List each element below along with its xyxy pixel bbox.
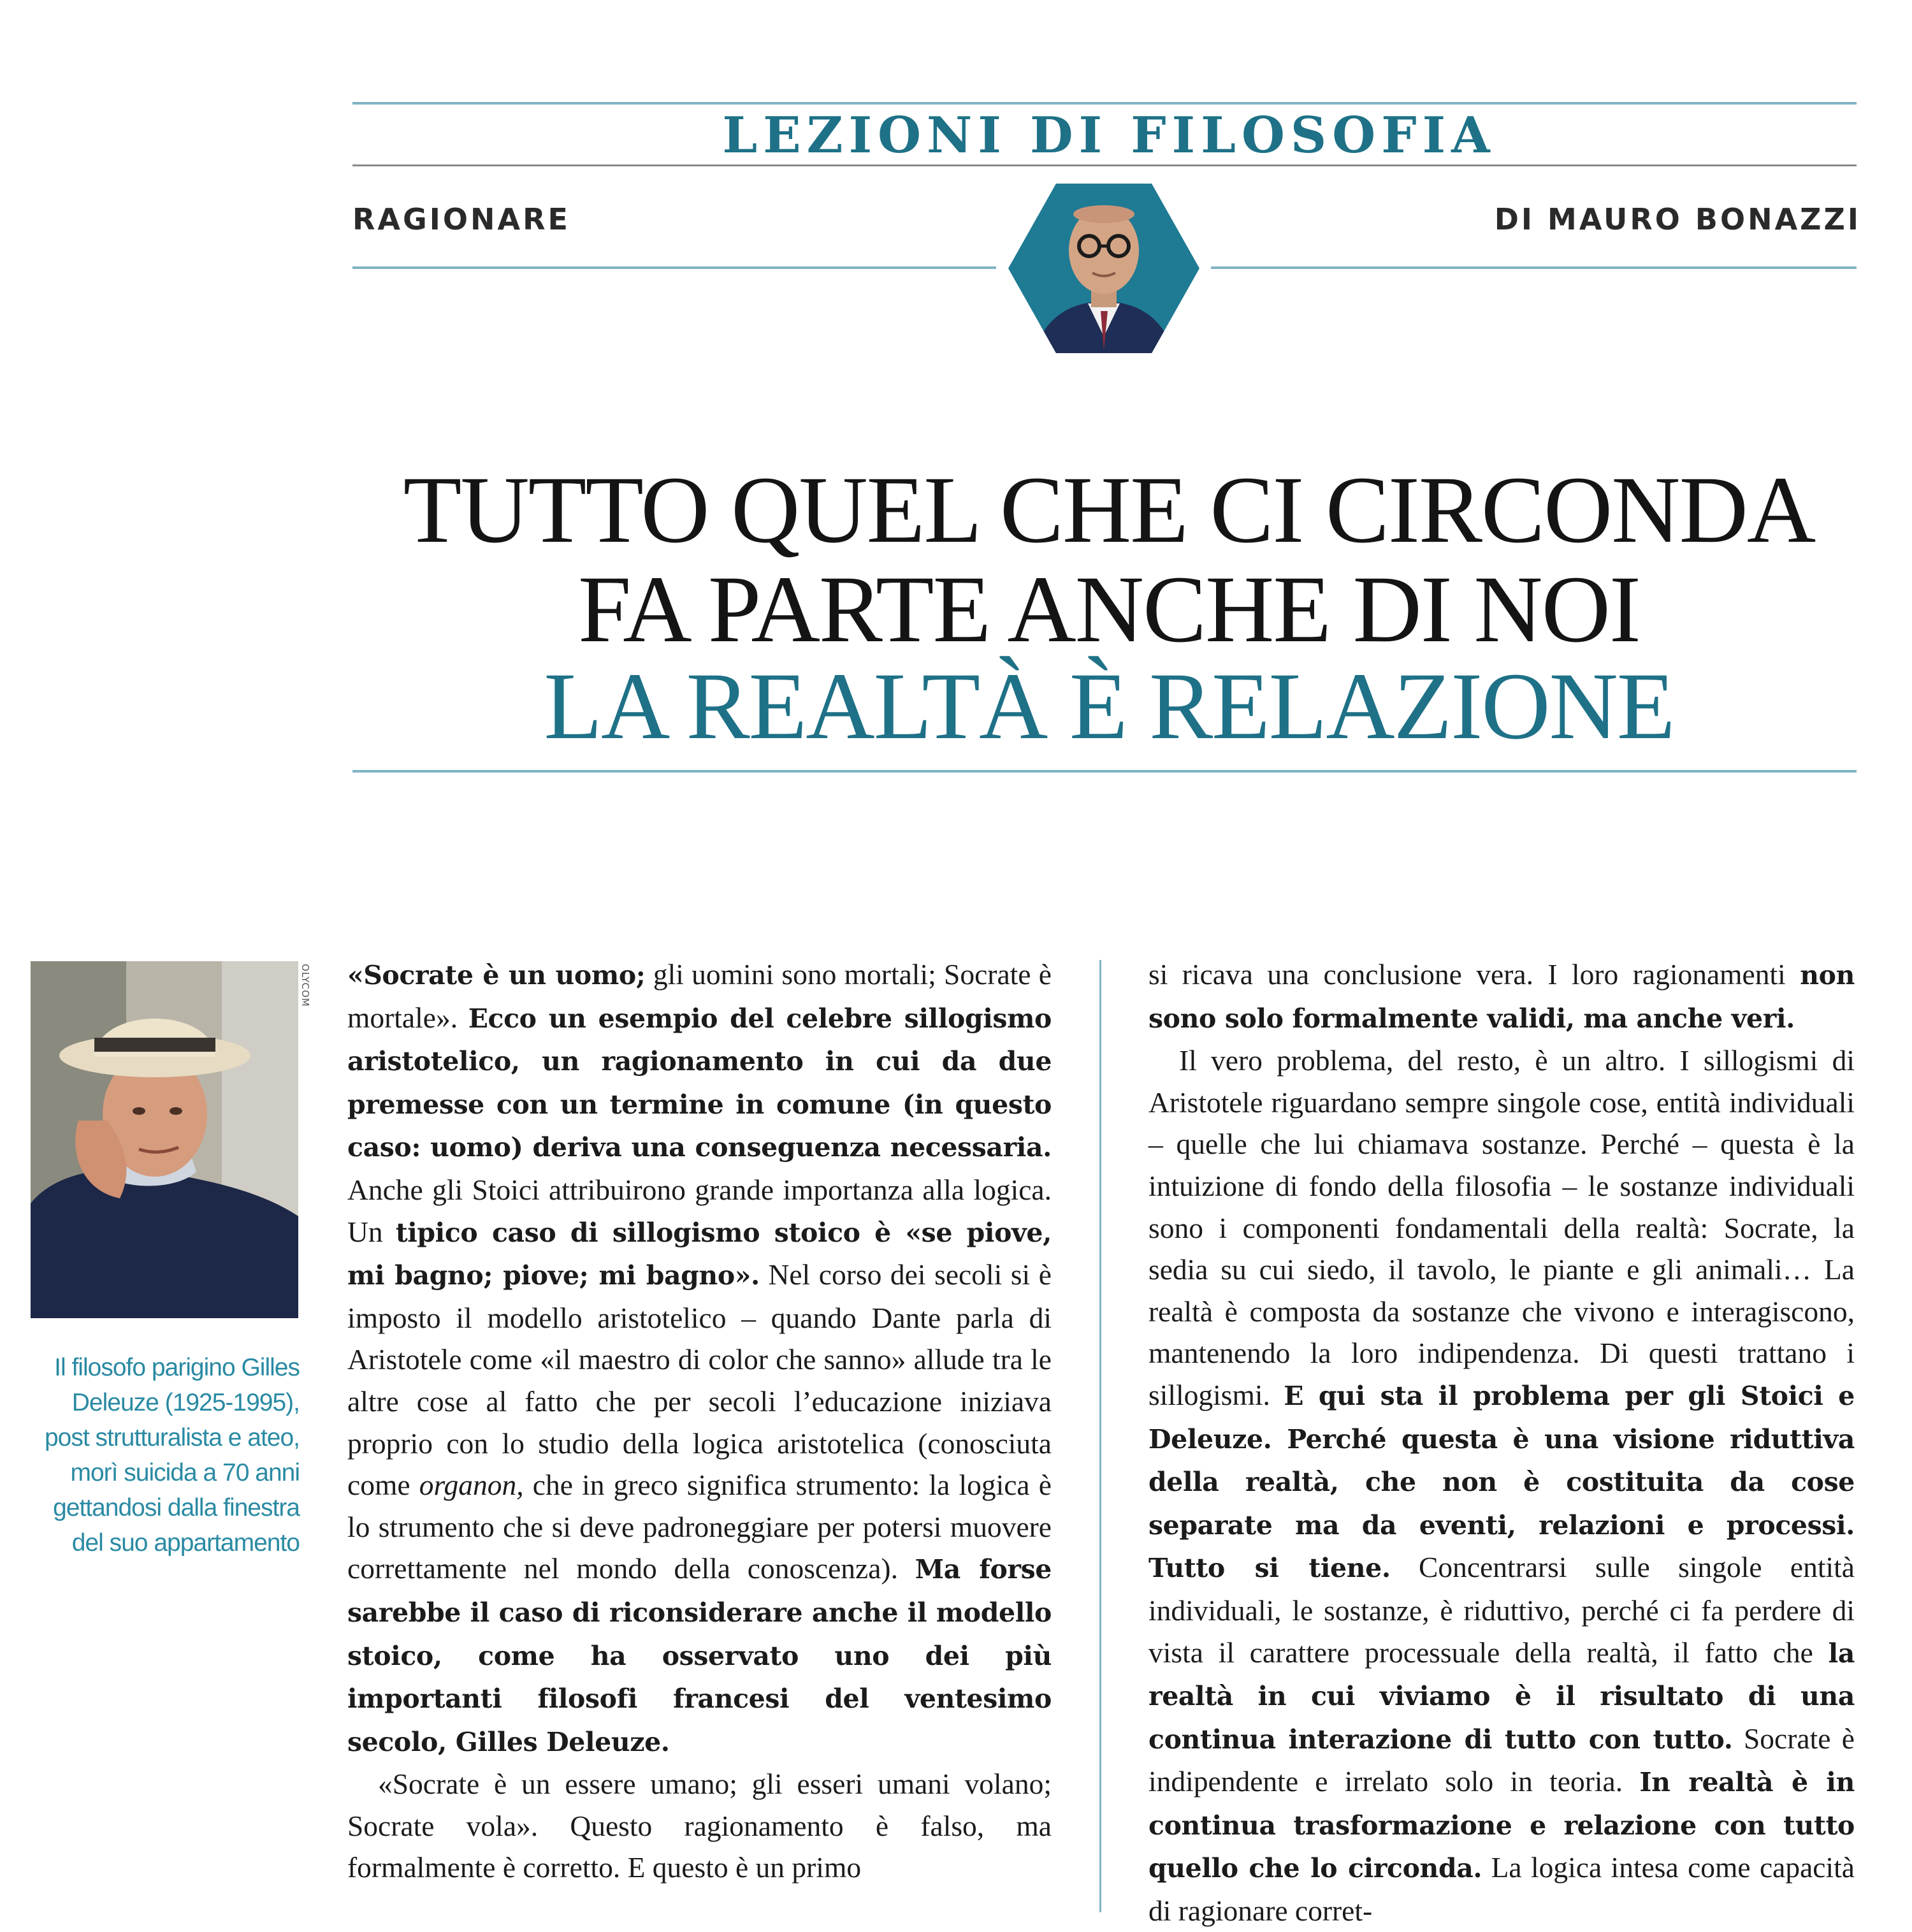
bold-text-run: non sono solo formalmente validi, ma anche veri.: [1148, 960, 1855, 1034]
photo-credit: OLYCOM: [300, 964, 311, 1007]
paragraph: [347, 1763, 1052, 1889]
italic-text-run: organon,: [419, 1469, 524, 1502]
text-run: Nel corso dei secoli si è imposto il modello aristotelico – quando Dante parla di Aristotele come «il maestro di color che sanno» allude tra le altre cose al fatto che per secoli l’educazione iniziava proprio con lo studio della logica aristotelica (conosciuta come: [347, 1258, 1052, 1502]
article-column-1: [347, 954, 1052, 1889]
text-run: La logica intesa come capacità di ragionare corret-: [1148, 1851, 1855, 1928]
bold-text-run: In realtà è in continua trasformazione e relazione con tutto quello che lo circonda.: [1148, 1767, 1855, 1884]
bold-text-run: la realtà in cui viviamo è il risultato di una continua interazione di tutto con tutto.: [1148, 1638, 1855, 1755]
article-column-2: [1148, 954, 1855, 1932]
headline-bottom-rule: [352, 770, 1857, 773]
text-run: Anche gli Stoici attribuirono grande importanza alla logica. Un: [347, 1173, 1052, 1248]
bold-text-run: «Socrate è un uomo;: [347, 960, 646, 991]
header-right-rule: [1211, 266, 1857, 269]
text-run: Concentrarsi sulle singole entità individuali, le sostanze, è riduttivo, perché ci fa perdere di vista il carattere processuale della realtà, il fatto che: [1148, 1551, 1855, 1669]
headline-line-1: TUTTO QUEL CHE CI CIRCONDA: [403, 457, 1815, 563]
section-title: LEZIONI DI FILOSOFIA: [722, 106, 1496, 164]
rubric-label: RAGIONARE: [352, 202, 570, 236]
author-portrait: [1008, 184, 1199, 353]
headline-subtitle: LA REALTÀ È RELAZIONE: [544, 653, 1674, 759]
title-underline-rule: [352, 164, 1857, 166]
headline-line-2: FA PARTE ANCHE DI NOI: [578, 556, 1640, 662]
header-left-rule: [352, 266, 996, 269]
bold-text-run: Ma forse sarebbe il caso di riconsiderare anche il modello stoico, come ha osservato uno dei più importanti filosofi francesi del ventesimo secolo, Gilles Deleuze.: [347, 1554, 1052, 1757]
text-run: Il vero problema, del resto, è un altro. I sillogismi di Aristotele riguardano sempre singole cose, entità individuali – quelle che lui chiamava sostanze. Perché – questa è la intuizione di fondo della filosofia – le sostanze individuali sono i componenti fondamentali della realtà: Socrate, la sedia su cui siedo, il tavolo, le piante e gli animali… La realtà è composta da sostanze che vivono e interagiscono, mantenendo la loro indipendenza. Di questi trattano i sillogismi.: [1148, 1044, 1855, 1411]
paragraph: [347, 954, 1052, 1763]
column-divider: [1099, 960, 1101, 1912]
top-rule: [352, 102, 1857, 105]
photo-caption: Il filosofo parigino Gilles Deleuze (1925-1995), post strutturalista e ateo, morì suicida a 70 anni gettandosi dalla finestra del suo appartamento: [44, 1354, 300, 1557]
text-run: gli uomini sono mortali; Socrate è mortale».: [347, 958, 1052, 1034]
text-run: si ricava una conclusione vera. I loro ragionamenti: [1148, 958, 1800, 991]
text-run: Socrate è indipendente e irrelato solo in teoria.: [1148, 1722, 1855, 1798]
author-byline: DI MAURO BONAZZI: [1494, 202, 1861, 236]
text-run: che in greco significa strumento: la logica è lo strumento che si deve padroneggiare per potersi muovere correttamente nel mondo della conoscenza).: [347, 1469, 1052, 1585]
paragraph: [1148, 1040, 1855, 1931]
deleuze-photo: [31, 961, 298, 1318]
paragraph: [1148, 954, 1855, 1040]
bold-text-run: Ecco un esempio del celebre sillogismo aristotelico, un ragionamento in cui da due premesse con un termine in comune (in questo caso: uomo) deriva una conseguenza necessaria.: [347, 1003, 1052, 1163]
bold-text-run: tipico caso di sillogismo stoico è «se piove, mi bagno; piove; mi bagno».: [347, 1217, 1052, 1291]
text-run: «Socrate è un essere umano; gli esseri umani volano; Socrate vola». Questo ragionamento è falso, ma formalmente è corretto. E questo è un primo: [347, 1768, 1052, 1884]
bold-text-run: E qui sta il problema per gli Stoici e Deleuze. Perché questa è una visione riduttiva della realtà, che non è costituita da cose separate ma da eventi, relazioni e processi. Tutto si tiene.: [1148, 1380, 1855, 1584]
